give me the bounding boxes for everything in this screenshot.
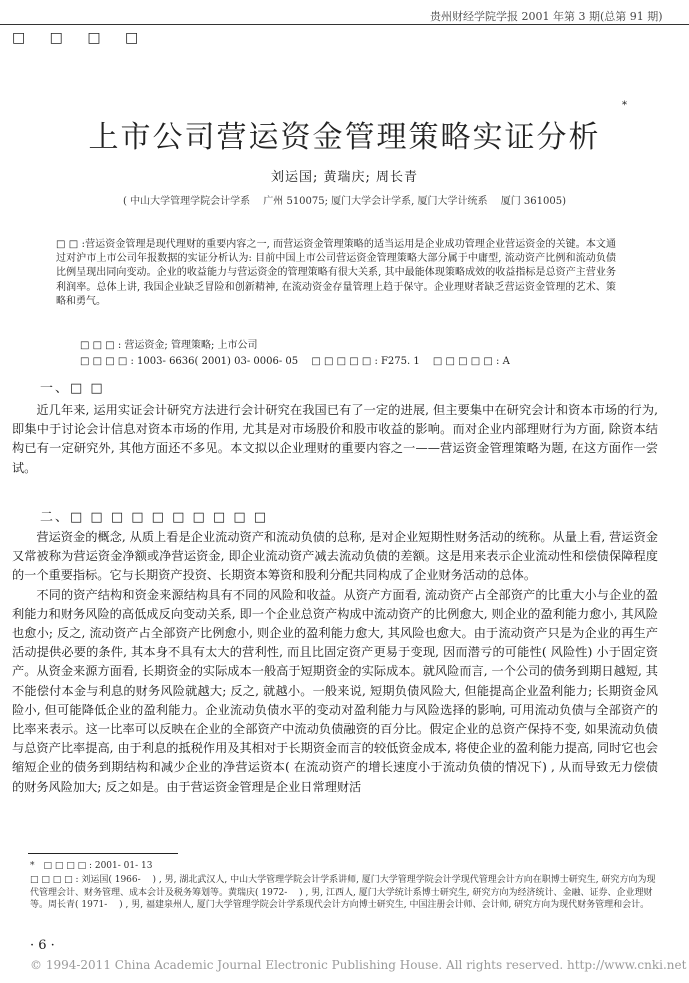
section-body-concept: [12, 528, 658, 797]
keywords: □ □ □ : 营运资金; 管理策略; 上市公司: [80, 340, 258, 351]
page-number: · 6 ·: [30, 938, 55, 953]
footnote-authors: □ □ □ □ : 刘运国( 1966- ) , 男, 湖北武汉人, 中山大学管理学院会计学系讲师, 厦门大学管理学院会计学现代管理会计方向在职博士研究生, 研究方向为现代管理会计、财务管理、成本会计及税务筹划等。黄瑞庆( 1972- ) , 男, 江西人, 厦门大学统计系博士研究生, 研究方向为经济统计、金融、证券、企业理财等。周长青( 1971- ) , 男, 福建泉州人, 厦门大学管理学院会计学系现代会计方向博士研究生, 中国注册会计师、会计师, 研究方向为现代财务管理和会计。: [30, 875, 656, 910]
paragraph: 营运资金的概念, 从质上看是企业流动资产和流动负债的总称, 是对企业短期性财务活动的统称。从量上看, 营运资金又常被称为营运资金净额或净营运资金, 即企业流动资产减去流动负债的差额。这是用来表示企业流动性和偿债保障程度的一个重要指标。它与长期资产投资、长期资本筹资和股利分配共同构成了企业财务活动的总体。: [12, 530, 658, 583]
copyright-watermark: © 1994-2011 China Academic Journal Electronic Publishing House. All rights reserved. http://www.cnki.net: [30, 958, 687, 972]
footnote-rule: [28, 853, 178, 854]
journal-header: 贵州财经学院学报 2001 年第 3 期(总第 91 期): [430, 10, 663, 23]
paper-title: 上市公司营运资金管理策略实证分析: [88, 120, 601, 155]
section-label: □ □ □ □: [12, 30, 149, 46]
author-list: 刘运国; 黄瑞庆; 周长青: [270, 170, 419, 185]
abstract-text: 营运资金管理是现代理财的重要内容之一, 而营运资金管理策略的适当运用是企业成功管理企业营运资金的关键。本文通过对沪市上市公司年报数据的实证分析认为: 目前中国上市公司营运资金管理策略大部分属于中庸型, 流动资产比例和流动负债比例呈现出同向变动。企业的收益能力与营运资金的管理策略有很大关系, 其中最能体现策略成效的收益指标是总资产主营业务利润率。总体上讲, 我国企业缺乏冒险和创新精神, 在流动资金存量管理上趋于保守。企业理财者缺乏营运资金管理的艺术、策略和勇气。: [56, 239, 617, 307]
paragraph: 不同的资产结构和资金来源结构具有不同的风险和收益。从资产方面看, 流动资产占全部资产的比重大小与企业的盈利能力和财务风险的高低成反向变动关系, 即一个企业总资产构成中流动资产的比例愈大, 则企业的盈利能力愈小, 其风险也愈小; 反之, 流动资产占全部资产比例愈小, 则企业的盈利能力愈大, 其风险也愈大。由于流动资产只是为企业的再生产活动提供必要的条件, 其本身不具有太大的营利性, 而且比固定资产更易于变现, 因而潜亏的可能性( 风险性) 小于固定资产。从资金来源方面看, 长期资金的实际成本一般高于短期资金的实际成本。就风险而言, 一个公司的债务到期日越短, 其不能偿付本金与利息的财务风险就越大; 反之, 就越小。一般来说, 短期负债风险大, 但能提高企业盈利能力; 长期资金风险小, 但可能降低企业的盈利能力。企业流动负债水平的变动对盈利能力与风险选择的影响, 可用流动负债与全部资产的比率来表示。这一比率可以反映在企业的全部资产中流动负债融资的百分比。假定企业的总资产保持不变, 如果流动负债与总资产比率提高, 由于利息的抵税作用及其相对于长期资金而言的较低资金成本, 将使企业的盈利能力提高, 同时它也会缩短企业的债务到期结构和减少企业的净营运资本( 在流动资产的增长速度小于流动负债的情况下) , 从而导致无力偿债的财务风险加大; 反之如是。由于营运资金管理是企业日常理财活: [12, 587, 658, 794]
classification-codes: □ □ □ □ : 1003- 6636( 2001) 03- 0006- 05 □ □ □ □ □ : F275. 1 □ □ □ □ □ : A: [80, 356, 510, 367]
abstract: [56, 238, 616, 309]
header-rule: [0, 24, 689, 25]
footnote-received: * □ □ □ □ : 2001- 01- 13: [30, 861, 153, 871]
paragraph: 近几年来, 运用实证会计研究方法进行会计研究在我国已有了一定的进展, 但主要集中在研究会计和资本市场的行为, 即集中于讨论会计信息对资本市场的作用, 尤其是对市场股价和股市收益的影响。而对企业内部理财行为方面, 除资本结构已有一定研究外, 其他方面还不多见。本文拟以企业理财的重要内容之一——营运资金管理策略为题, 在这方面作一尝试。: [12, 403, 658, 475]
title-footnote-marker: *: [622, 100, 627, 111]
section-body-intro: [12, 401, 658, 478]
author-affiliation: ( 中山大学管理学院会计学系 广州 510075; 厦门大学会计学系, 厦门大学计统系 厦门 361005): [123, 196, 566, 207]
section-heading-concept: 二、□ □ □ □ □ □ □ □ □ □: [40, 510, 269, 525]
section-heading-intro: 一、□ □: [40, 381, 105, 396]
abstract-label: □ □ :: [56, 239, 85, 250]
